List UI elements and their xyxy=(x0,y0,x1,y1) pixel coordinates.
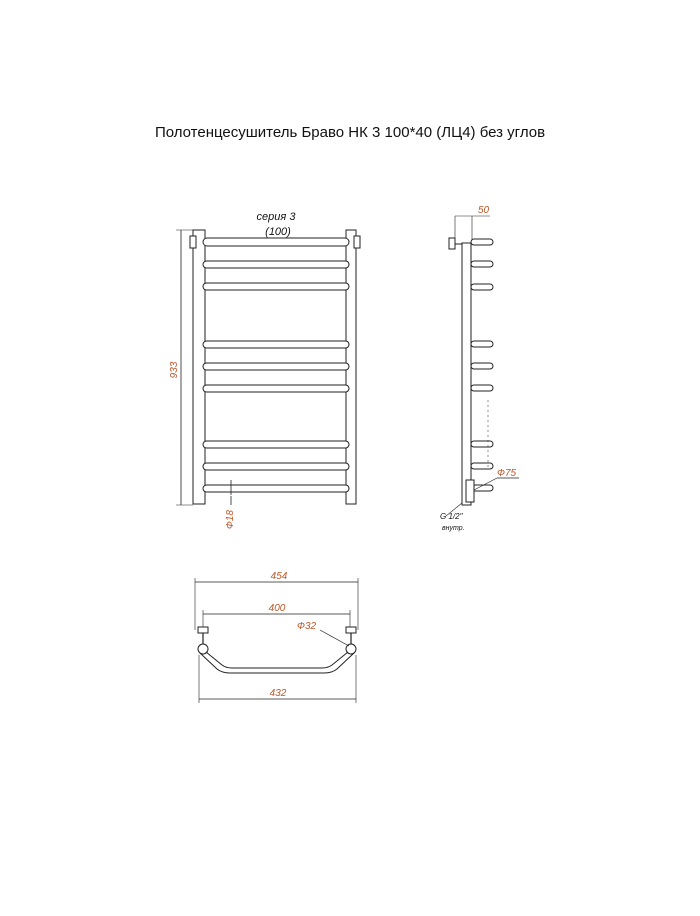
rung xyxy=(203,463,349,470)
bottom-fitting xyxy=(466,480,474,502)
flange-diameter-label: Ф75 xyxy=(497,468,517,479)
rung-profile xyxy=(206,652,348,668)
rung xyxy=(203,341,349,348)
thread-label: G 1/2" xyxy=(440,512,463,521)
rung xyxy=(203,261,349,268)
series-label: серия 3 xyxy=(256,211,296,223)
side-rungs xyxy=(471,239,493,491)
front-view xyxy=(169,211,360,529)
side-collector xyxy=(462,243,471,505)
right-top-fitting xyxy=(346,627,356,633)
rung-stub xyxy=(471,341,493,347)
height-label: 933 xyxy=(169,361,180,379)
rung-stub xyxy=(471,239,493,245)
rung xyxy=(203,441,349,448)
rung xyxy=(203,385,349,392)
rungs xyxy=(203,238,349,492)
collector-diameter-label: Ф32 xyxy=(297,621,317,632)
tube-diameter-label: Ф18 xyxy=(225,510,236,530)
rung xyxy=(203,485,349,492)
drawing-title: Полотенцесушитель Браво НК 3 100*40 (ЛЦ4) без углов xyxy=(154,124,546,141)
rung xyxy=(203,283,349,290)
thread-note: внутр. xyxy=(442,525,465,532)
rung-stub xyxy=(471,385,493,391)
left-connector xyxy=(190,236,196,248)
top-fitting xyxy=(449,238,455,249)
rung xyxy=(203,238,349,246)
left-top-fitting xyxy=(198,627,208,633)
rung xyxy=(203,363,349,370)
series-spacing-label: (100) xyxy=(265,226,291,238)
overall-width-label: 454 xyxy=(270,571,288,582)
rung-stub xyxy=(471,441,493,447)
rung-stub xyxy=(471,463,493,469)
bottom-width-label: 432 xyxy=(269,688,287,699)
rung-stub xyxy=(471,261,493,267)
rung-stub xyxy=(471,284,493,290)
right-connector xyxy=(354,236,360,248)
side-view xyxy=(440,205,519,532)
rung-stub xyxy=(471,363,493,369)
top-view xyxy=(195,571,358,703)
depth-label: 50 xyxy=(478,205,490,216)
center-distance-label: 400 xyxy=(268,603,286,614)
